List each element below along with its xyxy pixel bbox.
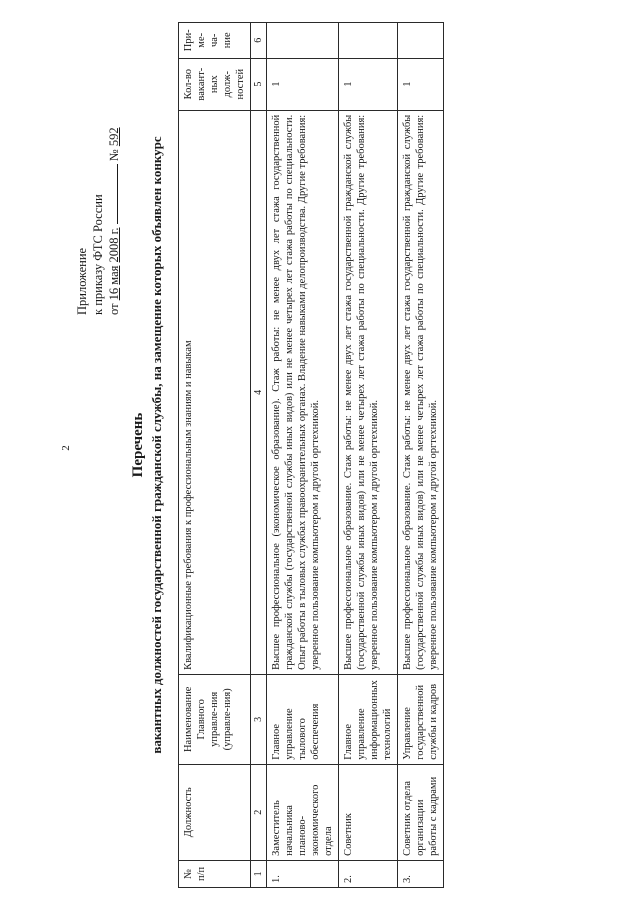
- row-note: [267, 23, 339, 59]
- document-title: Перечень: [130, 412, 146, 478]
- table-header-row: [179, 23, 251, 888]
- column-number: 6: [251, 23, 267, 59]
- appendix-block: [74, 75, 122, 315]
- date-year: 2008 г.: [107, 227, 121, 263]
- header-department: Наименование Главного управле-ния (управле-ния): [179, 674, 251, 764]
- row-count: 1: [398, 58, 444, 110]
- row-note: [398, 23, 444, 59]
- table-row: [398, 23, 444, 888]
- row-note: [339, 23, 398, 59]
- date-day: 16: [107, 287, 121, 301]
- row-count: 1: [267, 58, 339, 110]
- row-requirements: Высшее профессиональное образование. Стаж работы: не менее двух лет стажа государственной гражданской службы (государственной службы иных видов) или не менее четырех лет стажа работы по специальности. Другие требования: уверенное пользование компьютером и другой оргтехникой.: [398, 110, 444, 674]
- order-number: 592: [107, 127, 121, 147]
- header-requirements: Квалификационные требования к профессиональным знаниям и навыкам: [179, 110, 251, 674]
- row-position: Советник отдела организации работы с кадрами: [398, 764, 444, 860]
- header-count: Кол-во вакант-ных долж-ностей: [179, 58, 251, 110]
- page-number: 2: [60, 445, 72, 451]
- date-month: мая: [107, 265, 121, 285]
- column-number-row: [251, 23, 267, 888]
- header-number: № п/п: [179, 860, 251, 887]
- appendix-order-ref: к приказу ФТС России: [91, 194, 105, 315]
- column-number: 2: [251, 764, 267, 860]
- header-note: При-ме-ча-ние: [179, 23, 251, 59]
- column-number: 4: [251, 110, 267, 674]
- row-department: Управление государственной службы и кадров: [398, 674, 444, 764]
- title-block: [130, 20, 165, 870]
- row-position: Заместитель начальника планово-экономического отдела: [267, 764, 339, 860]
- number-prefix: №: [107, 149, 121, 162]
- row-number: 3.: [398, 860, 444, 887]
- appendix-label: Приложение: [75, 247, 89, 315]
- table-row: [339, 23, 398, 888]
- row-number: 2.: [339, 860, 398, 887]
- vacancies-table: [178, 22, 444, 888]
- row-department: Главное управление информационных технологий: [339, 674, 398, 764]
- appendix-order-date-line: [106, 75, 122, 315]
- row-position: Советник: [339, 764, 398, 860]
- row-count: 1: [339, 58, 398, 110]
- table-row: [267, 23, 339, 888]
- row-number: 1.: [267, 860, 339, 887]
- row-department: Главное управление тылового обеспечения: [267, 674, 339, 764]
- document-subtitle: вакантных должностей государственной гражданской службы, на замещение которых объявлен конкурс: [149, 136, 164, 754]
- row-requirements: Высшее профессиональное (экономическое образование). Стаж работы: не менее двух лет стажа государственной гражданской службы (государственной службы иных видов) или не менее четырех лет стажа работы по специальности. Опыт работы в тыловых службах правоохранительных органах. Владение навыками делопроизводства. Другие требования: уверенное пользование компьютером и другой оргтехникой.: [267, 110, 339, 674]
- column-number: 5: [251, 58, 267, 110]
- row-requirements: Высшее профессиональное образование. Стаж работы: не менее двух лет стажа государственной гражданской службы (государственной службы иных видов) или не менее четырех лет стажа работы по специальности. Другие требования: уверенное пользование компьютером и другой оргтехникой.: [339, 110, 398, 674]
- header-position: Должность: [179, 764, 251, 860]
- date-prefix: от: [107, 303, 121, 315]
- date-underline: [116, 164, 118, 224]
- column-number: 1: [251, 860, 267, 887]
- column-number: 3: [251, 674, 267, 764]
